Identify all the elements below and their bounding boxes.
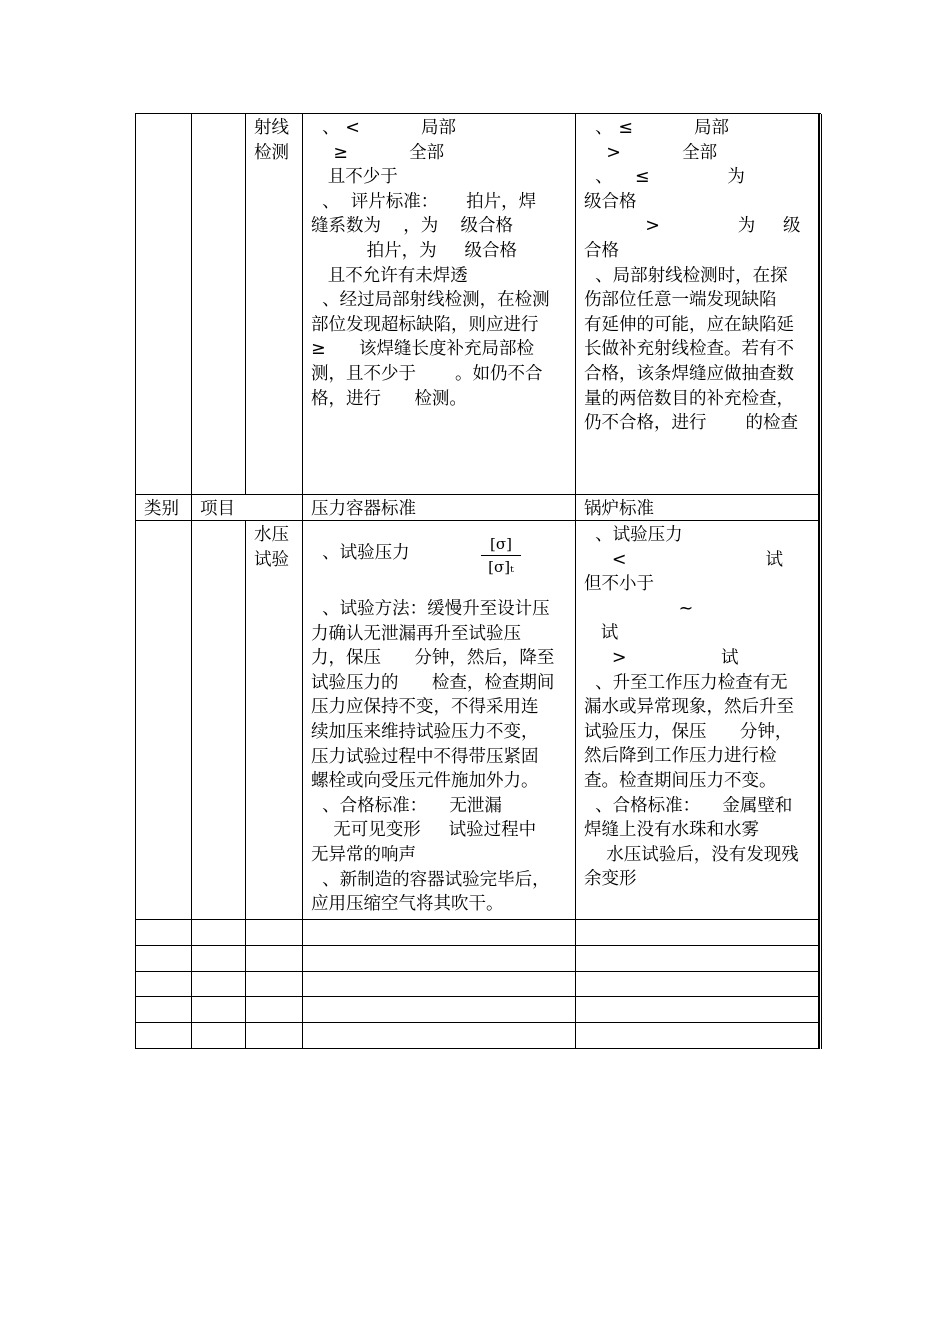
empty-cell	[192, 946, 246, 972]
radiography-boiler-line: 合格	[584, 240, 619, 261]
hydro-vessel-line: 压力试验过程中不得带压紧固	[311, 746, 539, 767]
radiography-item-line-2: 检测	[254, 142, 289, 163]
row2-category-cell	[136, 521, 192, 920]
hydro-vessel-line: 、合格标准： 无泄漏	[311, 795, 502, 816]
radiography-boiler-line: 级合格	[584, 191, 637, 212]
hydro-vessel-text	[311, 597, 571, 917]
radiography-vessel-line: ≥ 该焊缝长度补充局部检	[311, 339, 535, 360]
empty-cell	[576, 1023, 820, 1049]
radiography-boiler-line: 仍不合格，进行 的检查	[584, 413, 798, 434]
empty-cell	[192, 997, 246, 1023]
radiography-item-cell	[246, 114, 303, 495]
header-vessel-standard: 压力容器标准	[303, 495, 576, 521]
radiography-vessel-cell	[303, 114, 576, 495]
row2-sub-cell	[192, 521, 246, 920]
radiography-boiler-line: 量的两倍数目的补充检查，	[584, 388, 794, 409]
header-category: 类别	[136, 495, 192, 521]
radiography-boiler-line: 有延伸的可能，应在缺陷延	[584, 314, 794, 335]
radiography-boiler-line: 合格，该条焊缝应做抽查数	[584, 363, 794, 384]
empty-cell	[576, 920, 820, 946]
hydro-boiler-line: 试	[584, 623, 619, 644]
empty-cell	[576, 946, 820, 972]
hydro-boiler-line: 漏水或异常现象，然后升至	[584, 697, 794, 718]
radiography-boiler-line: > 全部	[584, 142, 718, 163]
hydro-vessel-line: 无异常的响声	[311, 844, 416, 865]
radiography-boiler-line: 、 ≤ 局部	[584, 118, 730, 138]
radiography-vessel-line: 格，进行 检测。	[311, 388, 467, 409]
header-boiler-standard: 锅炉标准	[576, 495, 820, 521]
empty-cell	[246, 946, 303, 972]
empty-cell	[303, 997, 576, 1023]
empty-cell	[576, 972, 820, 997]
hydro-vessel-line: 力确认无泄漏再升至试验压	[311, 623, 521, 644]
radiography-item-line-1: 射线	[254, 118, 289, 138]
hydro-vessel-cell	[303, 521, 576, 920]
hydro-vessel-line: 螺栓或向受压元件施加外力。	[311, 771, 539, 792]
hydro-boiler-line: ~	[584, 598, 694, 619]
empty-cell	[136, 972, 192, 997]
hydro-vessel-line: 力，保压 分钟，然后，降至	[311, 648, 555, 669]
row1-category-cell	[136, 114, 192, 495]
empty-cell	[192, 1023, 246, 1049]
hydro-boiler-line: 、试验压力	[584, 525, 683, 545]
empty-cell	[246, 972, 303, 997]
radiography-vessel-line: 缝系数为 ，为 级合格	[311, 216, 514, 237]
empty-cell	[246, 920, 303, 946]
radiography-vessel-line: 且不允许有未焊透	[311, 265, 468, 286]
radiography-boiler-line: 、 ≤ 为	[584, 167, 745, 188]
radiography-boiler-line: 、局部射线检测时，在探	[584, 265, 788, 286]
empty-cell	[246, 1023, 303, 1049]
hydro-item-cell	[246, 521, 303, 920]
hydro-vessel-formula-block	[311, 521, 571, 597]
empty-cell	[136, 997, 192, 1023]
empty-cell	[303, 972, 576, 997]
hydro-vessel-line: 、新制造的容器试验完毕后，	[311, 869, 550, 890]
radiography-vessel-line: 测，且不少于 。如仍不合	[311, 363, 543, 384]
radiography-boiler-text	[584, 116, 815, 436]
empty-cell	[303, 1023, 576, 1049]
hydro-boiler-line: 然后降到工作压力进行检	[584, 746, 777, 767]
empty-cell	[136, 946, 192, 972]
hydro-item-line-1: 水压	[254, 525, 289, 545]
radiography-boiler-line: 长做补充射线检查。若有不	[584, 339, 794, 360]
empty-cell	[576, 997, 820, 1023]
hydro-vessel-pressure-label: 、试验压力	[311, 543, 410, 563]
hydro-vessel-line: 续加压来维持试验压力不变，	[311, 721, 539, 742]
radiography-vessel-line: 拍片，为 级合格	[311, 240, 517, 261]
hydro-boiler-cell	[576, 521, 820, 920]
radiography-vessel-line: 、经过局部射线检测，在检测	[311, 290, 550, 311]
hydro-vessel-line: 应用压缩空气将其吹干。	[311, 894, 504, 915]
radiography-boiler-line: 伤部位任意一端发现缺陷	[584, 290, 777, 311]
radiography-boiler-line: > 为 级	[584, 216, 801, 237]
hydro-vessel-line: 无可见变形 试验过程中	[311, 820, 537, 841]
hydro-boiler-line: < 试	[584, 549, 784, 570]
hydro-item-line-2: 试验	[254, 549, 289, 570]
standards-table	[135, 113, 821, 1049]
hydro-vessel-line: 试验压力的 检查，检查期间	[311, 672, 555, 693]
hydro-boiler-line: 试验压力，保压 分钟，	[584, 721, 793, 742]
hydro-boiler-line: 但不小于	[584, 574, 654, 595]
empty-cell	[303, 920, 576, 946]
hydro-vessel-line: 压力应保持不变，不得采用连	[311, 697, 539, 718]
empty-cell	[192, 972, 246, 997]
radiography-vessel-text	[311, 116, 571, 411]
hydro-boiler-line: 、升至工作压力检查有无	[584, 672, 788, 693]
formula-denominator: [σ]ₜ	[488, 558, 514, 576]
hydro-vessel-line: 、试验方法：缓慢升至设计压	[311, 599, 550, 619]
empty-cell	[136, 920, 192, 946]
row1-sub-cell	[192, 114, 246, 495]
empty-cell	[246, 997, 303, 1023]
hydro-boiler-line: 水压试验后，没有发现残	[584, 844, 799, 865]
empty-cell	[303, 946, 576, 972]
hydro-boiler-text	[584, 523, 815, 892]
hydro-boiler-line: 余变形	[584, 869, 637, 890]
formula-numerator: [σ]	[481, 535, 521, 556]
hydro-boiler-line: 、合格标准： 金属壁和	[584, 795, 793, 816]
radiography-vessel-line: 、 评片标准： 拍片，焊	[311, 191, 537, 212]
radiography-vessel-line: ≥ 全部	[311, 142, 445, 163]
radiography-boiler-cell	[576, 114, 820, 495]
hydro-boiler-line: > 试	[584, 647, 739, 668]
hydro-boiler-line: 焊缝上没有水珠和水雾	[584, 820, 759, 841]
empty-cell	[192, 920, 246, 946]
empty-cell	[136, 1023, 192, 1049]
hydro-boiler-line: 查。检查期间压力不变。	[584, 770, 777, 791]
stress-ratio-formula	[481, 535, 521, 576]
radiography-vessel-line: 部位发现超标缺陷，则应进行	[311, 314, 539, 335]
radiography-vessel-line: 且不少于	[311, 167, 398, 188]
header-item: 项目	[192, 495, 303, 521]
radiography-vessel-line: 、 < 局部	[311, 118, 457, 138]
